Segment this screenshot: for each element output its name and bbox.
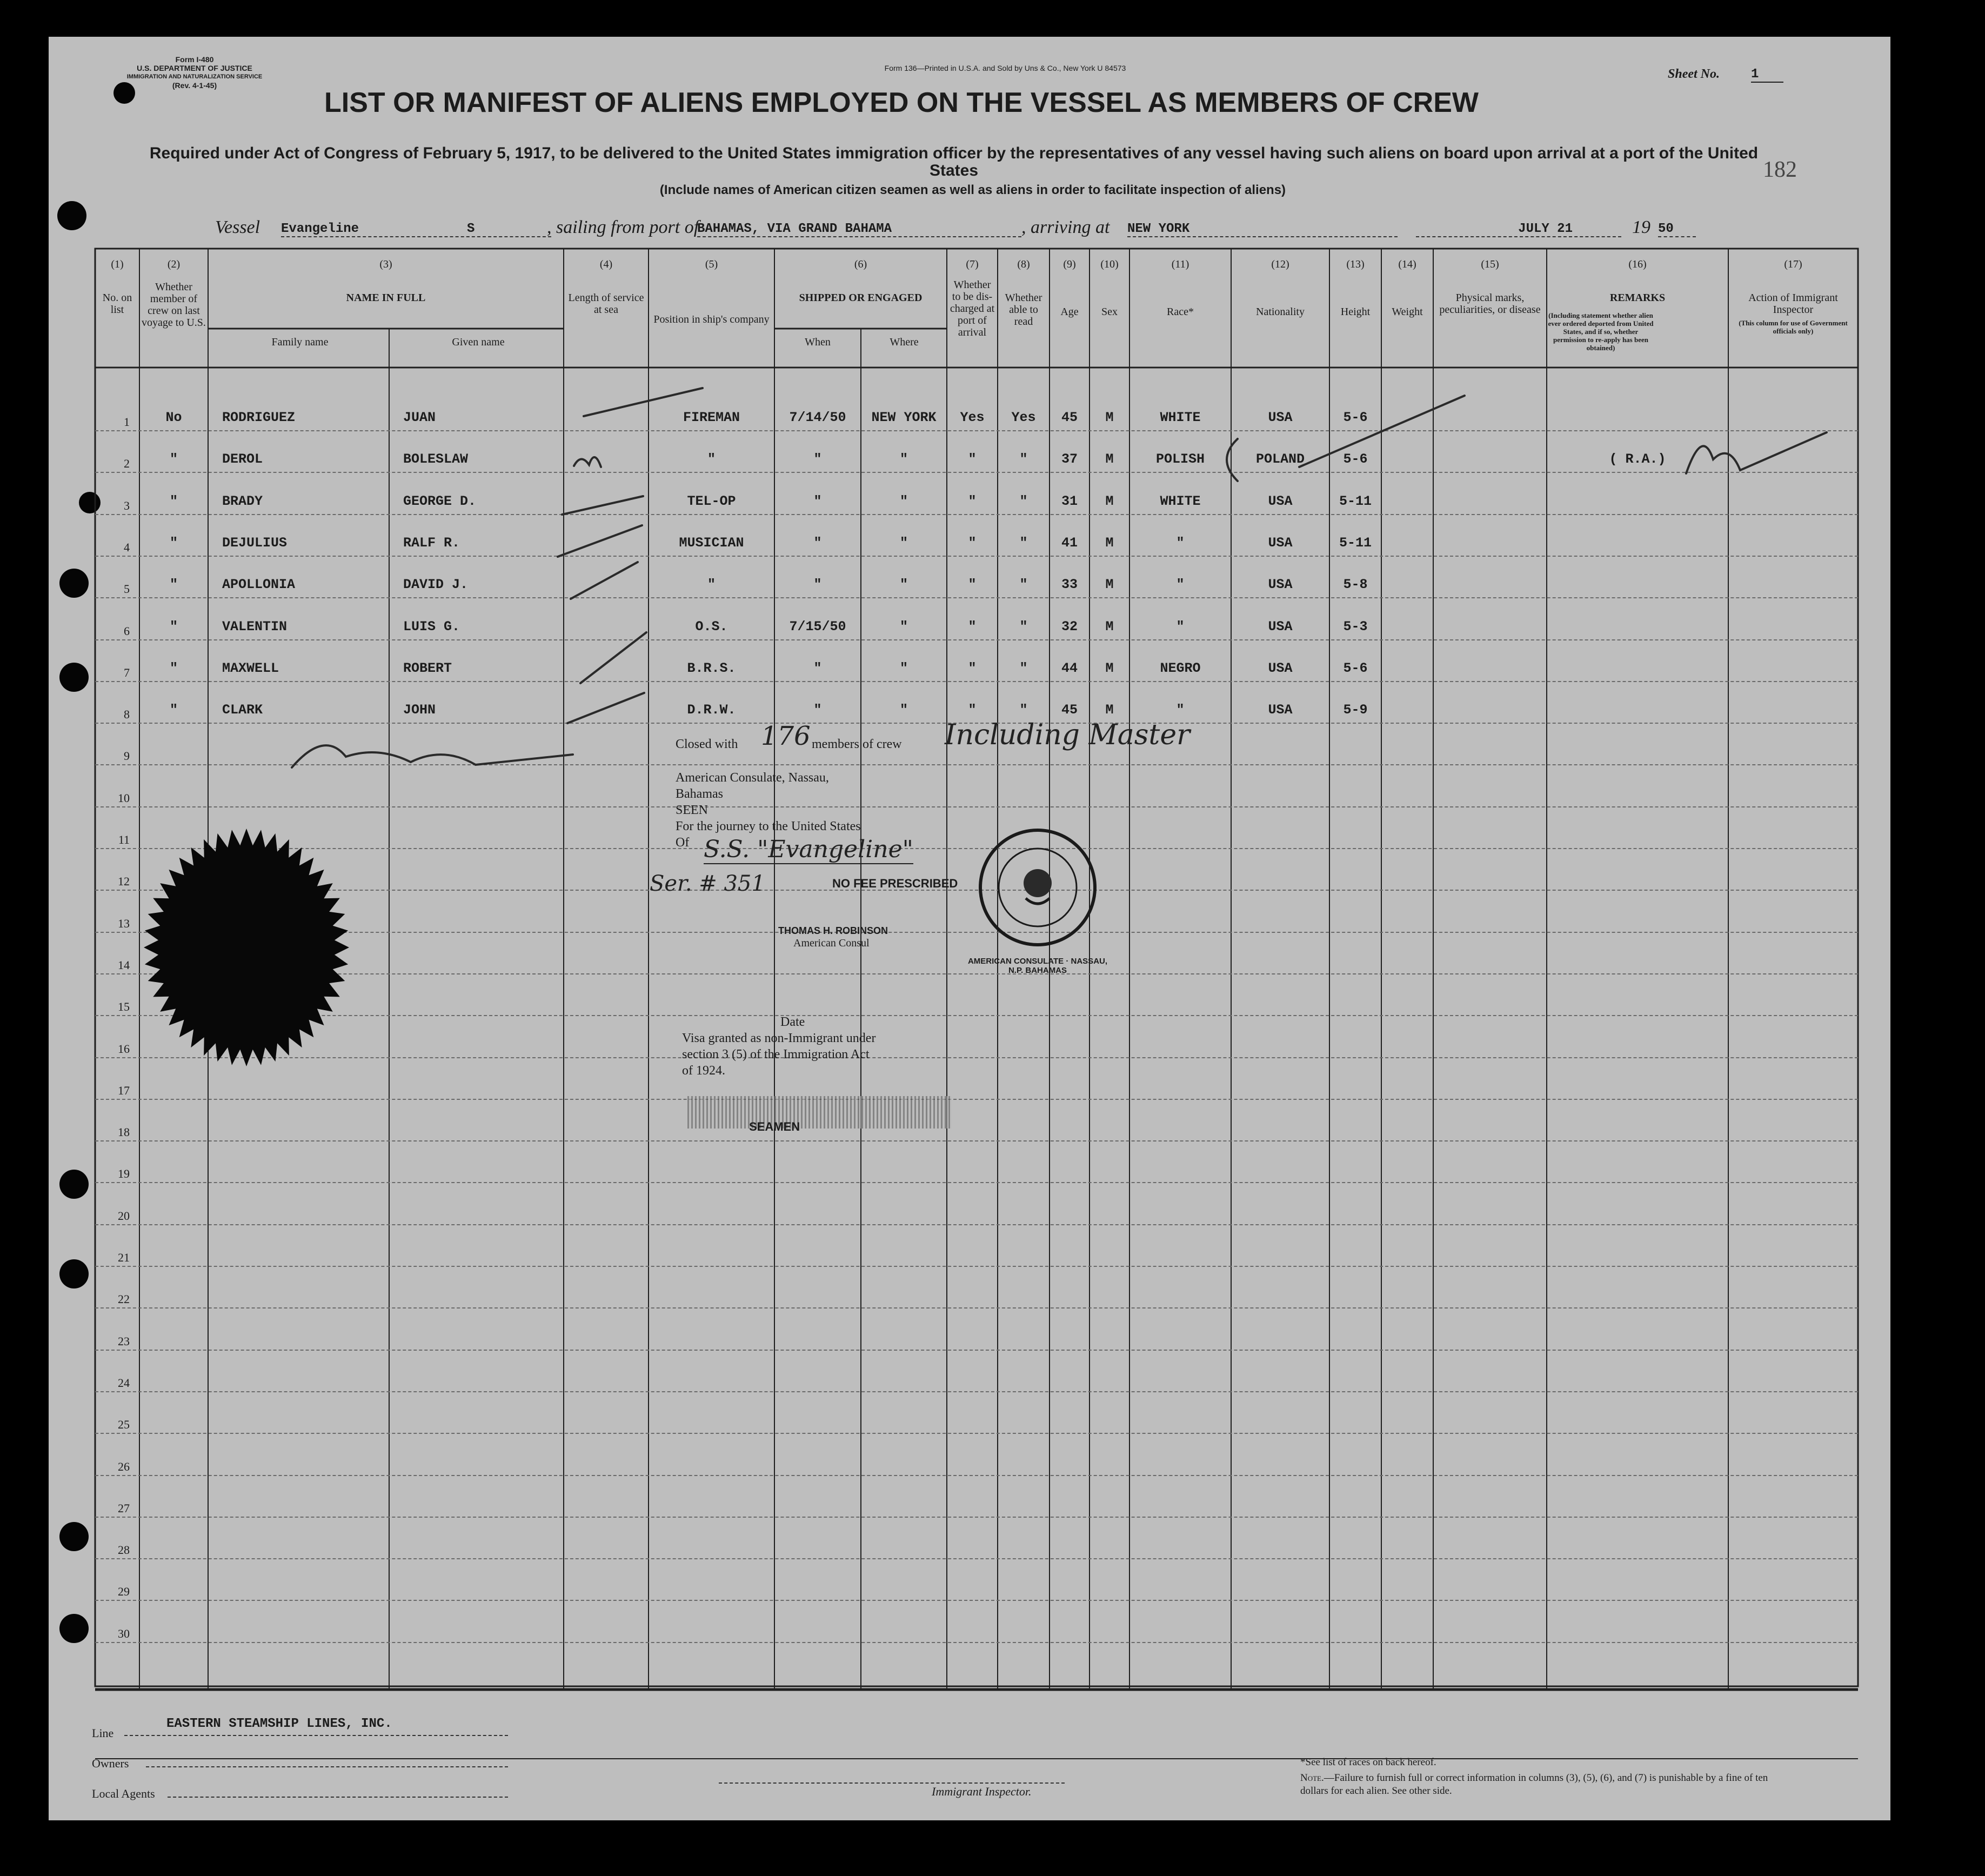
inspector-label: Immigrant Inspector. xyxy=(932,1785,1032,1798)
cell-last: " xyxy=(169,702,178,718)
cell-when: " xyxy=(813,702,822,718)
family-name-header: Family name xyxy=(271,336,329,348)
where-header: Where xyxy=(890,336,919,348)
row-number: 13 xyxy=(118,916,130,930)
column-number: (9) xyxy=(1063,258,1076,270)
cell-family: MAXWELL xyxy=(222,660,279,676)
column-number: (1) xyxy=(111,258,124,270)
column-number: (6) xyxy=(854,258,867,270)
cell-pos: D.R.W. xyxy=(687,702,736,718)
row-number: 17 xyxy=(118,1083,130,1097)
cell-given: JOHN xyxy=(403,702,436,718)
cell-race: " xyxy=(1176,702,1185,718)
cell-age: 45 xyxy=(1061,410,1078,425)
row-number: 11 xyxy=(118,833,130,846)
cell-given: GEORGE D. xyxy=(403,493,477,509)
cell-race: WHITE xyxy=(1160,493,1201,509)
consulate-line: SEEN xyxy=(676,803,708,817)
row-number: 3 xyxy=(124,498,130,512)
cell-sex: M xyxy=(1105,535,1114,551)
form-id-line: Form I-480 xyxy=(175,55,214,64)
row-number: 26 xyxy=(118,1459,130,1473)
cell-where: " xyxy=(899,702,908,718)
cell-read: " xyxy=(1019,493,1028,509)
column-number: (13) xyxy=(1346,258,1365,270)
column-number: (7) xyxy=(966,258,979,270)
agents-rule xyxy=(168,1797,508,1798)
cell-read: " xyxy=(1019,577,1028,593)
cell-read: Yes xyxy=(1011,410,1036,425)
cell-read: " xyxy=(1019,702,1028,718)
vessel-name: Evangeline xyxy=(281,222,551,237)
cell-when: " xyxy=(813,451,822,468)
row-number: 4 xyxy=(124,540,130,554)
cell-family: RODRIGUEZ xyxy=(222,410,296,425)
column-label: Whether to be dis-charged at port of arrival xyxy=(950,279,995,338)
consulate-line: American Consulate, Nassau, xyxy=(676,771,829,785)
visa-line: of 1924. xyxy=(682,1064,725,1078)
penalty-note xyxy=(1300,1772,1797,1798)
cell-nat: USA xyxy=(1268,660,1293,676)
cell-nat: USA xyxy=(1268,702,1293,718)
cell-disch: Yes xyxy=(960,410,985,425)
cell-disch: " xyxy=(968,451,977,468)
closed-including-master: Including Master xyxy=(945,719,1190,751)
cell-where: " xyxy=(899,535,908,551)
column-label: Position in ship's company xyxy=(653,313,770,325)
row-number: 5 xyxy=(124,582,130,596)
sheet-number-label: Sheet No. xyxy=(1668,67,1720,81)
visa-line: section 3 (5) of the Immigration Act xyxy=(682,1047,870,1061)
cell-pos: B.R.S. xyxy=(687,660,736,676)
row-number: 25 xyxy=(118,1418,130,1432)
row-number: 14 xyxy=(118,958,130,972)
cell-given: DAVID J. xyxy=(403,577,469,593)
column-number: (17) xyxy=(1784,258,1802,270)
column-number: (8) xyxy=(1017,258,1030,270)
column-label: Whether member of crew on last voyage to U.S. xyxy=(142,281,206,329)
cell-where: " xyxy=(899,451,908,468)
manifest-subtitle: Required under Act of Congress of February 5, 1917, to be delivered to the United States immigration officer by the representatives of any vessel having such aliens on board upon arrival at a port of the United States xyxy=(149,144,1759,179)
cell-race: " xyxy=(1176,618,1185,635)
cell-disch: " xyxy=(968,535,977,551)
column-number: (12) xyxy=(1271,258,1289,270)
cell-height: 5-3 xyxy=(1343,618,1368,635)
owners-rule xyxy=(146,1766,508,1767)
cell-last: " xyxy=(169,535,178,551)
agents-label: Local Agents xyxy=(92,1787,155,1800)
cell-age: 44 xyxy=(1061,660,1078,676)
cell-nat: USA xyxy=(1268,618,1293,635)
column-label: Height xyxy=(1340,306,1371,318)
column-number: (11) xyxy=(1171,258,1189,270)
cell-where: NEW YORK xyxy=(871,410,937,425)
row-number: 10 xyxy=(118,791,130,805)
column-label: SHIPPED OR ENGAGED xyxy=(799,292,923,304)
cell-given: RALF R. xyxy=(403,535,460,551)
given-name-header: Given name xyxy=(452,336,505,348)
row-number: 8 xyxy=(124,707,130,722)
cell-given: ROBERT xyxy=(403,660,452,676)
row-number: 30 xyxy=(118,1626,130,1640)
row-number: 22 xyxy=(118,1292,130,1306)
row-number: 27 xyxy=(118,1501,130,1515)
line-rule xyxy=(124,1735,508,1736)
column-label: Whether able to read xyxy=(1005,292,1042,328)
inspector-rule xyxy=(719,1782,1065,1784)
consul-name: THOMAS H. ROBINSON xyxy=(778,925,888,936)
cell-last: " xyxy=(169,493,178,509)
cell-given: JUAN xyxy=(403,410,436,425)
cell-family: CLARK xyxy=(222,702,263,718)
row-number: 12 xyxy=(118,874,130,889)
cell-where: " xyxy=(899,577,908,593)
line-label: Line xyxy=(92,1726,114,1740)
cell-read: " xyxy=(1019,618,1028,635)
column-number: (15) xyxy=(1481,258,1499,270)
cell-sex: M xyxy=(1105,410,1114,425)
cell-family: BRADY xyxy=(222,493,263,509)
cell-last: No xyxy=(165,410,182,425)
cell-family: DEROL xyxy=(222,451,263,468)
cell-when: " xyxy=(813,660,822,676)
arriving-port: NEW YORK xyxy=(1127,222,1398,237)
printer-note: Form 136—Printed in U.S.A. and Sold by Uns & Co., New York U 84573 xyxy=(884,64,1126,72)
column-label: Age xyxy=(1060,306,1079,318)
cell-race: NEGRO xyxy=(1160,660,1201,676)
cell-given: LUIS G. xyxy=(403,618,460,635)
cell-pos: O.S. xyxy=(695,618,728,635)
column-label: Sex xyxy=(1101,306,1118,318)
cell-pos: " xyxy=(707,577,716,593)
row-number: 9 xyxy=(124,749,130,763)
column-label: Length of service at sea xyxy=(568,292,644,316)
visa-granted-text xyxy=(682,1030,963,1079)
cell-disch: " xyxy=(968,577,977,593)
manifest-title: LIST OR MANIFEST OF ALIENS EMPLOYED ON THE VESSEL AS MEMBERS OF CREW xyxy=(324,87,1479,118)
cell-disch: " xyxy=(968,660,977,676)
consulate-line: Of xyxy=(676,836,690,850)
cell-last: " xyxy=(169,577,178,593)
cell-given: BOLESLAW xyxy=(403,451,469,468)
cell-age: 33 xyxy=(1061,577,1078,593)
cell-pos: " xyxy=(707,451,716,468)
ship-name-handwritten: S.S. "Evangeline" xyxy=(704,836,913,863)
column-label: Action of Immigrant Inspector xyxy=(1748,292,1838,316)
cell-race: POLISH xyxy=(1155,451,1205,468)
consul-title: American Consul xyxy=(793,937,870,949)
cell-last: " xyxy=(169,660,178,676)
visa-stamp-smudge xyxy=(687,1096,952,1129)
cell-disch: " xyxy=(968,702,977,718)
remarks-subnote: (Including statement whether alien ever ordered deported from United States, and if so, whether permission to re-apply has been obtained) xyxy=(1548,311,1654,352)
form-id-line: U.S. DEPARTMENT OF JUSTICE xyxy=(137,64,252,72)
row-number: 20 xyxy=(118,1209,130,1223)
consulate-round-stamp xyxy=(973,823,1102,952)
cell-nat: USA xyxy=(1268,577,1293,593)
cell-when: " xyxy=(813,493,822,509)
visa-line: Visa granted as non-Immigrant under xyxy=(682,1031,876,1045)
column-label: Nationality xyxy=(1256,306,1305,318)
cell-pos: MUSICIAN xyxy=(679,535,744,551)
cell-race: " xyxy=(1176,577,1185,593)
cell-last: " xyxy=(169,451,178,468)
closed-with-suffix: members of crew xyxy=(812,737,902,751)
cell-age: 45 xyxy=(1061,702,1078,718)
cell-family: APOLLONIA xyxy=(222,577,296,593)
consulate-line: For the journey to the United States xyxy=(676,819,861,833)
cell-sex: M xyxy=(1105,451,1114,468)
cell-family: DEJULIUS xyxy=(222,535,288,551)
consulate-stamp-text: AMERICAN CONSULATE · NASSAU, N.P. BAHAMAS xyxy=(967,957,1108,975)
cell-last: " xyxy=(169,618,178,635)
line-value: EASTERN STEAMSHIP LINES, INC. xyxy=(166,1717,392,1731)
when-header: When xyxy=(805,336,831,348)
cell-sex: M xyxy=(1105,702,1114,718)
row-number: 24 xyxy=(118,1376,130,1390)
cell-sex: M xyxy=(1105,618,1114,635)
action-subnote: (This column for use of Government officials only) xyxy=(1739,319,1848,335)
arriving-label: , arriving at xyxy=(1021,217,1110,237)
column-number: (10) xyxy=(1100,258,1119,270)
row-number: 6 xyxy=(124,624,130,638)
cell-height: 5-9 xyxy=(1343,702,1368,718)
cell-sex: M xyxy=(1105,493,1114,509)
cell-height: 5-6 xyxy=(1343,410,1368,425)
sheet-number-value: 1 xyxy=(1751,67,1783,83)
cell-age: 31 xyxy=(1061,493,1078,509)
cell-height: 5-6 xyxy=(1343,451,1368,468)
cell-where: " xyxy=(899,660,908,676)
cell-nat: USA xyxy=(1268,410,1293,425)
races-note: *See list of races on back hereof. xyxy=(1300,1757,1436,1768)
cell-sex: M xyxy=(1105,577,1114,593)
cell-pos: TEL-OP xyxy=(687,493,736,509)
cell-when: 7/15/50 xyxy=(789,618,846,635)
cell-height: 5-11 xyxy=(1339,535,1372,551)
row-number: 1 xyxy=(124,415,130,429)
row-number: 29 xyxy=(118,1585,130,1599)
cell-nat: USA xyxy=(1268,493,1293,509)
column-label: REMARKS xyxy=(1609,292,1666,304)
column-label: Weight xyxy=(1392,306,1423,318)
cell-read: " xyxy=(1019,535,1028,551)
cell-pos: FIREMAN xyxy=(683,410,740,425)
closed-with-label: Closed with xyxy=(676,737,738,751)
cell-height: 5-11 xyxy=(1339,493,1372,509)
consular-seal-black xyxy=(138,820,355,1074)
seamen-stamp: SEAMEN xyxy=(749,1120,800,1133)
row-number: 21 xyxy=(118,1251,130,1264)
row-number: 18 xyxy=(118,1125,130,1139)
row-number: 28 xyxy=(118,1543,130,1557)
serial-number-handwritten: Ser. # 351 xyxy=(650,871,765,896)
cell-disch: " xyxy=(968,493,977,509)
no-fee-stamp: NO FEE PRESCRIBED xyxy=(832,877,958,890)
note-label: Note. xyxy=(1300,1772,1324,1784)
sailing-port: BAHAMAS, VIA GRAND BAHAMA xyxy=(697,222,1021,237)
note-text: —Failure to furnish full or correct information in columns (3), (5), (6), and (7) is punishable by a fine of ten dollars for each alien. See other side. xyxy=(1300,1772,1768,1797)
cell-nat: USA xyxy=(1268,535,1293,551)
sailing-label: , sailing from port of xyxy=(547,217,699,237)
arrival-date: JULY 21 xyxy=(1416,222,1621,237)
visa-date-label: Date xyxy=(780,1015,805,1029)
vessel-label: Vessel xyxy=(215,217,260,237)
form-id-line: IMMIGRATION AND NATURALIZATION SERVICE xyxy=(126,74,263,80)
row-number: 15 xyxy=(118,1000,130,1014)
page-stamp-number: 182 xyxy=(1763,157,1797,182)
cell-age: 41 xyxy=(1061,535,1078,551)
cell-height: 5-6 xyxy=(1343,660,1368,676)
column-label: No. on list xyxy=(102,292,132,316)
vessel-suffix: S xyxy=(467,222,475,236)
consulate-line: Bahamas xyxy=(676,787,723,801)
owners-label: Owners xyxy=(92,1757,129,1770)
year-label: 19 xyxy=(1632,217,1650,237)
row-number: 16 xyxy=(118,1042,130,1056)
cell-when: " xyxy=(813,535,822,551)
cell-disch: " xyxy=(968,618,977,635)
column-number: (3) xyxy=(379,258,392,270)
cell-family: VALENTIN xyxy=(222,618,288,635)
form-id-line: (Rev. 4-1-45) xyxy=(172,81,217,90)
cell-where: " xyxy=(899,493,908,509)
cell-sex: M xyxy=(1105,660,1114,676)
cell-race: WHITE xyxy=(1160,410,1201,425)
cell-age: 32 xyxy=(1061,618,1078,635)
cell-when: 7/14/50 xyxy=(789,410,846,425)
column-number: (14) xyxy=(1398,258,1416,270)
row-number: 19 xyxy=(118,1167,130,1181)
cell-read: " xyxy=(1019,660,1028,676)
column-number: (5) xyxy=(705,258,718,270)
cell-remarks: ( R.A.) xyxy=(1609,451,1666,468)
row-number: 7 xyxy=(124,665,130,679)
cell-where: " xyxy=(899,618,908,635)
cell-when: " xyxy=(813,577,822,593)
row-number: 2 xyxy=(124,457,130,471)
column-number: (16) xyxy=(1628,258,1647,270)
column-number: (2) xyxy=(167,258,181,270)
cell-nat: POLAND xyxy=(1255,451,1305,468)
column-label: Race* xyxy=(1167,306,1194,318)
cell-read: " xyxy=(1019,451,1028,468)
column-label: Physical marks, peculiarities, or disease xyxy=(1439,292,1541,316)
row-number: 23 xyxy=(118,1334,130,1348)
year-value: 50 xyxy=(1658,222,1696,237)
closed-crew-count: 176 xyxy=(761,721,811,751)
cell-race: " xyxy=(1176,535,1185,551)
cell-height: 5-8 xyxy=(1343,577,1368,593)
manifest-subtitle-note: (Include names of American citizen seamen as well as aliens in order to facilitate inspection of aliens) xyxy=(659,183,1286,197)
column-label: NAME IN FULL xyxy=(346,292,426,304)
cell-age: 37 xyxy=(1061,451,1078,468)
column-number: (4) xyxy=(599,258,613,270)
